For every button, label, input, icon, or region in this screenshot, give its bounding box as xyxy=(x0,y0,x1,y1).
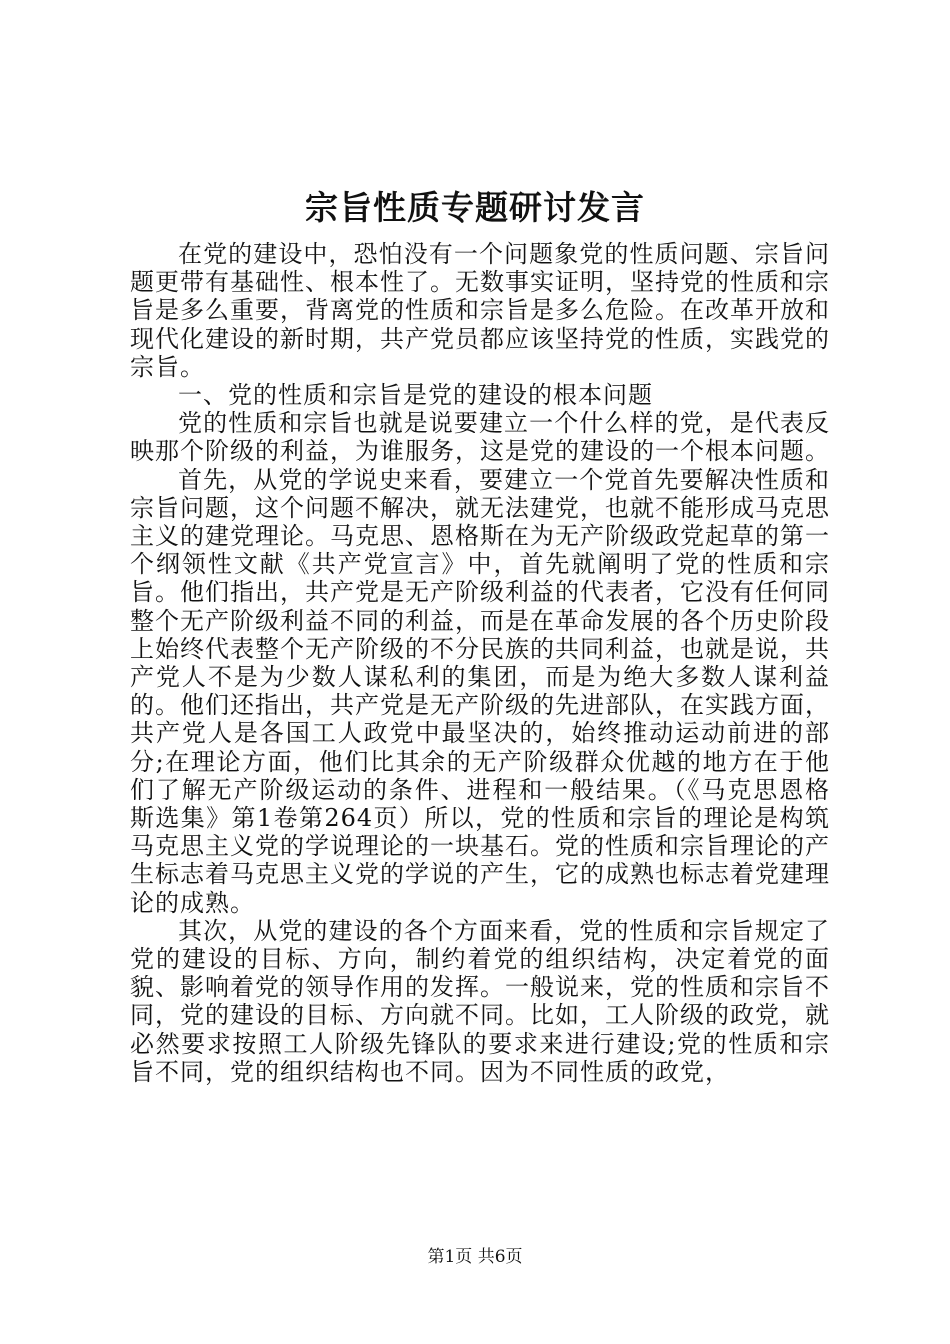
paragraph-first: 首先，从党的学说史来看，要建立一个党首先要解决性质和宗旨问题，这个问题不解决，就无法建党，也就不能形成马克思主义的建党理论。马克思、恩格斯在为无产阶级政党起草的第一个纲领性文献《共产党宣言》中，首先就阐明了党的性质和宗旨。他们指出，共产党是无产阶级利益的代表者，它没有任何同整个无产阶级利益不同的利益，而是在革命发展的各个历史阶段上始终代表整个无产阶级的不分民族的共同利益，也就是说，共产党人不是为少数人谋私利的集团，而是为绝大多数人谋利益的。他们还指出，共产党是无产阶级的先进部队，在实践方面，共产党人是各国工人政党中最坚决的，始终推动运动前进的部分;在理论方面，他们比其余的无产阶级群众优越的地方在于他们了解无产阶级运动的条件、进程和一般结果。（《马克思恩格斯选集》第1卷第264页）所以，党的性质和宗旨的理论是构筑马克思主义党的学说理论的一块基石。党的性质和宗旨理论的产生标志着马克思主义党的学说的产生，它的成熟也标志着党建理论的成熟。 xyxy=(130,465,830,917)
paragraph-second: 其次，从党的建设的各个方面来看，党的性质和宗旨规定了党的建设的目标、方向，制约着党的组织结构，决定着党的面貌、影响着党的领导作用的发挥。一般说来，党的性质和宗旨不同，党的建设的目标、方向就不同。比如，工人阶级的政党，就必然要求按照工人阶级先锋队的要求来进行建设;党的性质和宗旨不同，党的组织结构也不同。因为不同性质的政党， xyxy=(130,916,830,1086)
paragraph-definition: 党的性质和宗旨也就是说要建立一个什么样的党，是代表反映那个阶级的利益，为谁服务，这是党的建设的一个根本问题。 xyxy=(130,409,830,466)
page-title: 宗旨性质专题研讨发言 xyxy=(305,188,645,227)
page-footer: 第1页 共6页 xyxy=(427,1247,523,1267)
document-body xyxy=(130,240,830,1086)
paragraph-intro: 在党的建设中，恐怕没有一个问题象党的性质问题、宗旨问题更带有基础性、根本性了。无数事实证明，坚持党的性质和宗旨是多么重要，背离党的性质和宗旨是多么危险。在改革开放和现代化建设的新时期，共产党员都应该坚持党的性质，实践党的宗旨。 xyxy=(130,240,830,381)
section-heading-1: 一、党的性质和宗旨是党的建设的根本问题 xyxy=(178,381,653,410)
